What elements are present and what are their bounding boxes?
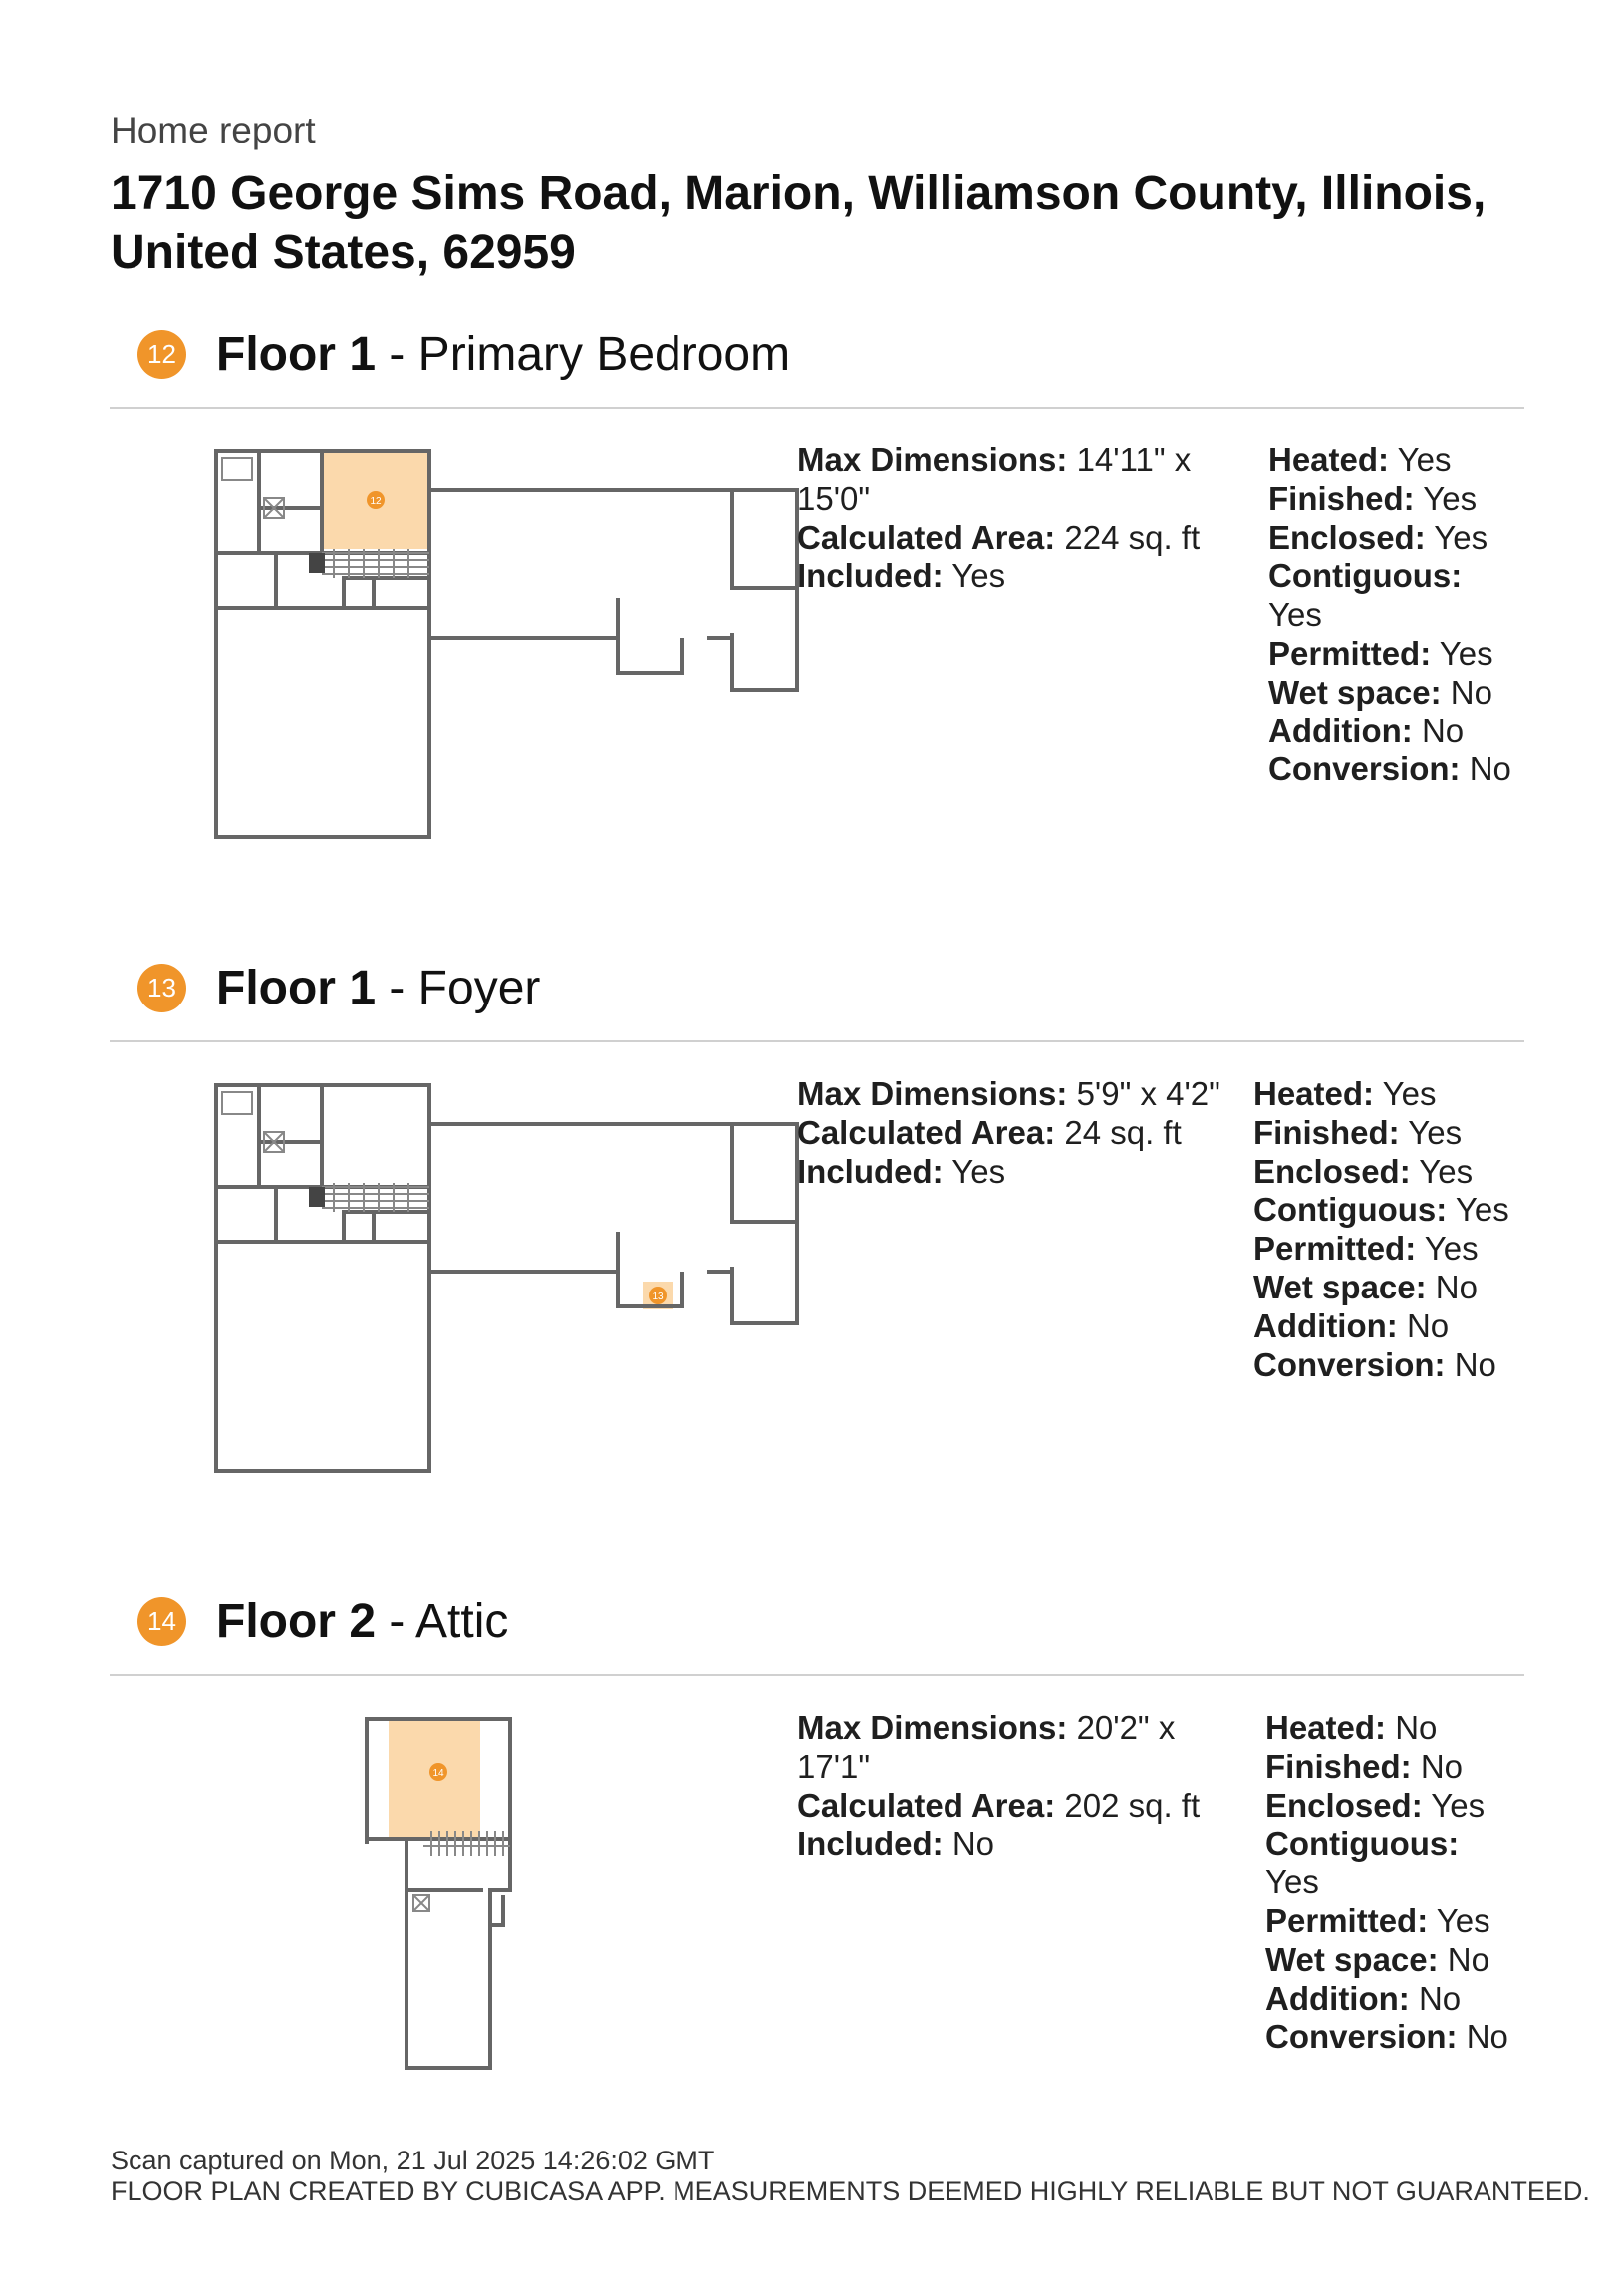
attribute-value: No (1412, 712, 1465, 749)
attribute-row (1265, 1864, 1508, 1902)
attribute-row (1253, 1230, 1509, 1269)
attribute-value: No (1386, 1709, 1438, 1746)
attribute-value: Yes (1422, 1786, 1486, 1824)
attribute-row (1265, 1980, 1508, 2019)
floor2-plan-icon (364, 1716, 533, 2075)
attribute-value: No (1438, 1940, 1489, 1978)
room-name: Foyer (417, 961, 541, 1014)
attribute-value: No (1441, 673, 1492, 711)
detail-row (797, 1114, 1220, 1153)
floor-label: Floor 1 (216, 961, 377, 1014)
attribute-value: No (1457, 2018, 1508, 2056)
detail-label: Max Dimensions: (797, 1709, 1068, 1746)
attribute-label: Heated: (1265, 1709, 1387, 1746)
attribute-value: Yes (1389, 441, 1452, 478)
page-footer (111, 2146, 1590, 2207)
attribute-label: Heated: (1268, 441, 1390, 478)
detail-row (797, 1153, 1220, 1192)
attribute-value: Yes (1428, 1901, 1490, 1939)
attribute-label: Conversion: (1268, 750, 1461, 788)
title-separator: - (376, 1594, 416, 1648)
detail-label: Included: (797, 1825, 944, 1863)
attribute-value: Yes (1416, 1230, 1479, 1268)
property-address (111, 164, 1505, 282)
attribute-label: Conversion: (1265, 2018, 1458, 2056)
attribute-row (1253, 1269, 1509, 1307)
attribute-row (1265, 1902, 1508, 1941)
attribute-label: Contiguous: (1265, 1825, 1460, 1863)
attribute-value: Yes (1410, 1152, 1474, 1190)
attribute-row (1265, 1825, 1508, 1864)
details-column (797, 441, 1200, 596)
attribute-value: No (1426, 1268, 1478, 1305)
floor-label: Floor 1 (216, 327, 377, 381)
attribute-value: Yes (1268, 596, 1322, 634)
section-header (137, 958, 540, 1017)
room-marker-label: 12 (370, 496, 382, 507)
attribute-label: Permitted: (1253, 1230, 1417, 1268)
detail-label: Calculated Area: (797, 1113, 1056, 1151)
detail-value: Yes (943, 557, 1006, 595)
detail-row (797, 1825, 1200, 1864)
section-divider (110, 1674, 1524, 1676)
floor1-plan-icon (214, 1082, 802, 1481)
attribute-row (1268, 557, 1511, 596)
attribute-row (1268, 519, 1511, 558)
attribute-row (1265, 1787, 1508, 1826)
attribute-value: Yes (1414, 479, 1478, 517)
attribute-value: No (1397, 1306, 1450, 1344)
attribute-value: Yes (1447, 1191, 1509, 1229)
attribute-row (1265, 1709, 1508, 1748)
attribute-row (1253, 1075, 1509, 1114)
attribute-label: Enclosed: (1265, 1786, 1423, 1824)
attribute-row (1253, 1191, 1509, 1230)
attribute-row (1253, 1114, 1509, 1153)
attribute-value: Yes (1374, 1075, 1437, 1112)
detail-row (797, 1748, 1200, 1787)
room-name: Attic (415, 1594, 509, 1648)
detail-label: Calculated Area: (797, 518, 1056, 556)
attribute-value: No (1411, 1747, 1464, 1785)
disclaimer: FLOOR PLAN CREATED BY CUBICASA APP. MEASUREMENTS DEEMED HIGHLY RELIABLE BUT NOT GUARANTEED. (111, 2176, 1590, 2206)
chimney-mark (309, 1187, 325, 1207)
attribute-label: Finished: (1253, 1113, 1400, 1151)
attribute-label: Permitted: (1268, 634, 1432, 672)
bathtub-mark (222, 1092, 252, 1114)
attribute-row (1268, 480, 1511, 519)
bathtub-mark (222, 458, 252, 480)
attribute-row (1253, 1346, 1509, 1385)
attribute-label: Addition: (1265, 1979, 1410, 2017)
attribute-value: Yes (1431, 634, 1493, 672)
attribute-row (1268, 596, 1511, 635)
report-label: Home report (111, 110, 316, 150)
detail-value: 5'9" x 4'2" (1067, 1075, 1220, 1112)
attribute-row (1265, 1941, 1508, 1980)
detail-label: Included: (797, 557, 944, 595)
detail-row (797, 1075, 1220, 1114)
room-number-badge: 14 (137, 1597, 186, 1646)
detail-value: 24 sq. ft (1055, 1113, 1182, 1151)
detail-row (797, 441, 1200, 480)
room-number-badge: 12 (137, 330, 186, 379)
section-header (137, 1591, 508, 1651)
floor-label: Floor 2 (216, 1594, 377, 1648)
section-title (216, 961, 540, 1015)
attribute-row (1268, 713, 1511, 751)
room-name: Primary Bedroom (417, 327, 791, 381)
section-title (216, 327, 790, 382)
attribute-row (1253, 1307, 1509, 1346)
detail-label: Max Dimensions: (797, 1075, 1068, 1112)
address-line-1: 1710 George Sims Road, Marion, Williamson County, Illinois, (111, 167, 1487, 220)
title-separator: - (376, 961, 418, 1014)
detail-value: 224 sq. ft (1055, 518, 1201, 556)
section-divider (110, 407, 1524, 409)
attributes-column (1265, 1709, 1508, 2057)
floor1-plan-icon (214, 448, 802, 847)
detail-value: 14'11" x (1067, 441, 1192, 478)
attribute-label: Addition: (1253, 1306, 1398, 1344)
attribute-row (1268, 750, 1511, 789)
attribute-row (1268, 635, 1511, 674)
room-section-14 (110, 1591, 1524, 2189)
section-divider (110, 1040, 1524, 1042)
attribute-label: Addition: (1268, 712, 1413, 749)
attribute-value: Yes (1399, 1113, 1463, 1151)
detail-row (797, 519, 1200, 558)
attribute-value: No (1409, 1979, 1462, 2017)
detail-row (797, 1709, 1200, 1748)
detail-value: No (943, 1825, 995, 1863)
attribute-label: Enclosed: (1253, 1152, 1411, 1190)
attribute-value: No (1460, 750, 1511, 788)
detail-label: Included: (797, 1152, 944, 1190)
detail-row (797, 480, 1200, 519)
address-line-2: United States, 62959 (111, 226, 576, 279)
attribute-label: Finished: (1265, 1747, 1412, 1785)
chimney-mark (309, 553, 325, 573)
detail-row (797, 1787, 1200, 1826)
section-header (137, 324, 790, 384)
attribute-row (1268, 674, 1511, 713)
detail-value: 17'1" (797, 1747, 871, 1785)
details-column (797, 1075, 1220, 1191)
attribute-label: Wet space: (1265, 1940, 1439, 1978)
detail-value: Yes (943, 1152, 1006, 1190)
detail-value: 20'2" x (1067, 1709, 1176, 1746)
attribute-label: Contiguous: (1268, 557, 1463, 595)
attribute-label: Wet space: (1253, 1268, 1427, 1305)
attribute-label: Finished: (1268, 479, 1415, 517)
room-section-12 (110, 324, 1524, 922)
attribute-row (1265, 1748, 1508, 1787)
attribute-label: Enclosed: (1268, 518, 1426, 556)
attributes-column (1253, 1075, 1509, 1384)
detail-label: Calculated Area: (797, 1786, 1056, 1824)
details-column (797, 1709, 1200, 1864)
room-section-13 (110, 958, 1524, 1556)
detail-value: 15'0" (797, 479, 871, 517)
title-separator: - (376, 327, 418, 381)
attribute-label: Contiguous: (1253, 1191, 1448, 1229)
attribute-row (1253, 1153, 1509, 1192)
section-title (216, 1594, 508, 1649)
attribute-label: Permitted: (1265, 1901, 1429, 1939)
room-marker-label: 14 (432, 1768, 444, 1779)
attribute-label: Conversion: (1253, 1345, 1446, 1383)
room-number-badge: 13 (137, 964, 186, 1012)
detail-label: Max Dimensions: (797, 441, 1068, 478)
attribute-label: Wet space: (1268, 673, 1442, 711)
attribute-label: Heated: (1253, 1075, 1375, 1112)
attribute-row (1265, 2018, 1508, 2057)
attribute-value: Yes (1265, 1864, 1319, 1901)
room-marker-label: 13 (652, 1292, 664, 1302)
attributes-column (1268, 441, 1511, 789)
attribute-row (1268, 441, 1511, 480)
detail-value: 202 sq. ft (1055, 1786, 1201, 1824)
detail-row (797, 557, 1200, 596)
attribute-value: No (1445, 1345, 1496, 1383)
attribute-value: Yes (1425, 518, 1488, 556)
scan-timestamp: Scan captured on Mon, 21 Jul 2025 14:26:02 GMT (111, 2146, 715, 2175)
